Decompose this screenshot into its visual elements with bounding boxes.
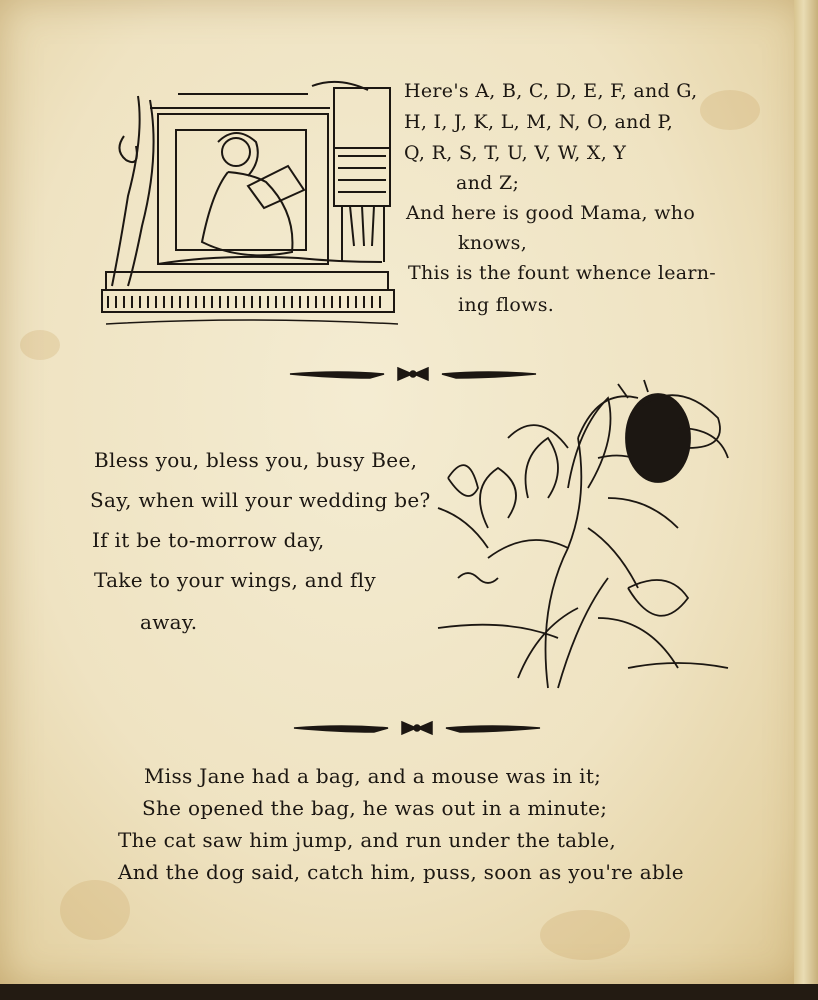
- paper-stain: [700, 90, 760, 130]
- verse-two-line: Take to your wings, and fly: [94, 568, 376, 592]
- verse-three-line: Miss Jane had a bag, and a mouse was in it;: [144, 764, 602, 788]
- verse-three-line: She opened the bag, he was out in a minute;: [142, 796, 608, 820]
- verse-one-line: This is the fount whence learn-: [408, 262, 717, 284]
- verse-one-line: knows,: [458, 232, 528, 254]
- paper-stain: [60, 880, 130, 940]
- verse-three-line: The cat saw him jump, and run under the table,: [118, 828, 616, 852]
- paper-stain: [20, 330, 60, 360]
- verse-two-line: away.: [140, 610, 198, 634]
- scroll-divider-ornament: [292, 716, 542, 740]
- bee-flower-illustration: [428, 378, 738, 698]
- verse-one-line: Here's A, B, C, D, E, F, and G,: [404, 80, 698, 102]
- verse-one-line: and Z;: [456, 172, 520, 194]
- verse-two-line: If it be to-morrow day,: [92, 528, 325, 552]
- woman-reading-illustration: [98, 76, 406, 336]
- verse-one-line: ing flows.: [458, 294, 555, 316]
- verse-two-line: Say, when will your wedding be?: [90, 488, 431, 512]
- verse-one-line: H, I, J, K, L, M, N, O, and P,: [404, 111, 674, 133]
- page-edge: [794, 0, 818, 990]
- verse-two-line: Bless you, bless you, busy Bee,: [94, 448, 418, 472]
- paper-stain: [540, 910, 630, 960]
- verse-one-line: And here is good Mama, who: [406, 202, 696, 224]
- verse-three-line: And the dog said, catch him, puss, soon as you're able: [118, 860, 684, 884]
- page-bottom-shadow: [0, 984, 818, 1000]
- verse-one-line: Q, R, S, T, U, V, W, X, Y: [404, 142, 627, 164]
